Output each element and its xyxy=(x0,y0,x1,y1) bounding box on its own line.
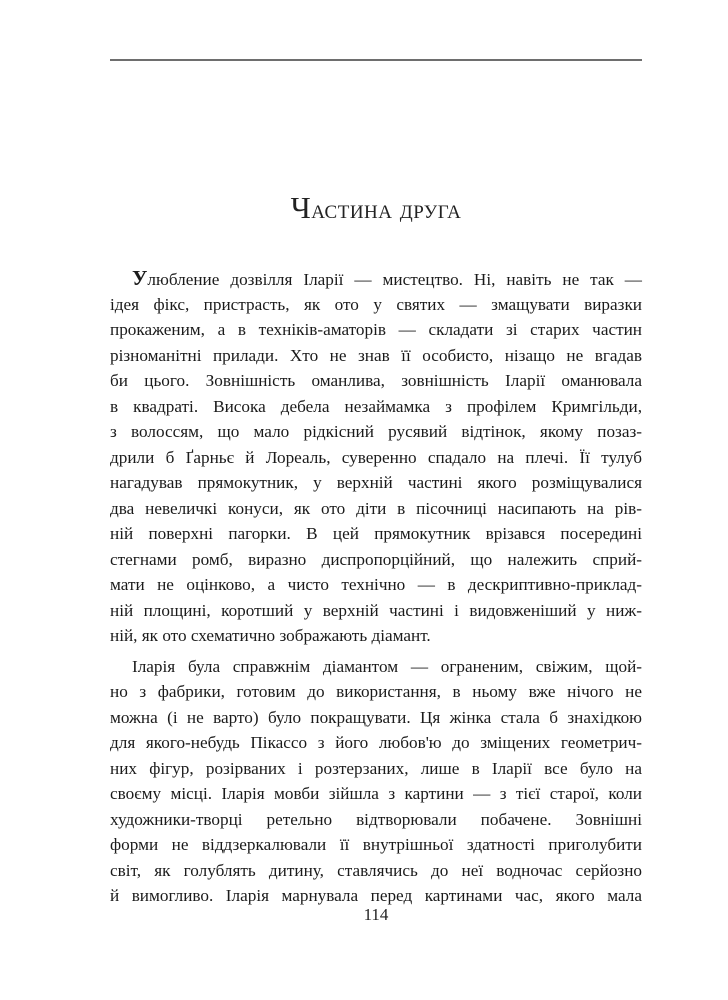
text-line: різноманітні прилади. Хто не знав її особисто, нізащо не вгадав xyxy=(110,345,642,365)
text-line: два невеличкі конуси, як ото діти в пісочниці насипають на рів- xyxy=(110,498,642,518)
text-line: них фігур, розірваних і розтерзаних, лише в Іларії все було на xyxy=(110,758,642,778)
text-line: прокаженим, а в техніків-аматорів — складати зі старих частин xyxy=(110,320,642,339)
text-line: ній площині, коротший у верхній частині і видовженіший у ниж- xyxy=(110,600,642,620)
chapter-title-text: астина друга xyxy=(311,194,462,224)
text-line: Улюбление дозвілля Іларії — мистецтво. Ні, навіть не так — xyxy=(132,266,642,290)
body-text xyxy=(110,266,642,909)
drop-cap: У xyxy=(132,266,148,290)
text-line: художники-творці ретельно відтворювали побачене. Зовнішні xyxy=(110,809,642,829)
text-line: ній поверхні пагорки. В цей прямокутник врізався посередині xyxy=(110,524,642,543)
text-line: своєму місці. Іларія мовби зійшла з картини — з тієї старої, коли xyxy=(110,784,642,803)
page-number: 114 xyxy=(363,905,389,924)
chapter-title-initial: Ч xyxy=(290,190,312,225)
text-line: ній, як ото схематично зображають діамант. xyxy=(110,626,431,645)
text-line: світ, як голублять дитину, ставлячись до неї водночас серйозно xyxy=(110,860,642,880)
text-line: би цього. Зовнішність оманлива, зовнішність Іларії оманювала xyxy=(110,371,642,390)
text-line: можна (і не варто) було покращувати. Ця жінка стала б знахідкою xyxy=(110,707,642,727)
text-line: мати не оцінково, а чисто технічно — в дескриптивно-приклад- xyxy=(110,575,642,594)
text-line: для якого-небудь Пікассо з його любов'ю до зміщених геометрич- xyxy=(110,733,642,752)
text-line: ідея фікс, пристрасть, як ото у святих — змащувати виразки xyxy=(110,294,642,314)
text-line: стегнами ромб, виразно диспропорційний, що належить сприй- xyxy=(110,549,642,569)
text-line: в квадраті. Висока дебела незаймамка з профілем Кримгільди, xyxy=(110,396,642,416)
text-line: нагадував прямокутник, у верхній частині якого розміщувалися xyxy=(110,473,642,492)
text-line: з волоссям, що мало рідкісний русявий відтінок, якому позаз- xyxy=(110,422,642,441)
text-line: дрили б Ґарньє й Лореаль, суверенно спадало на плечі. Її тулуб xyxy=(110,447,642,467)
chapter-title xyxy=(110,190,642,226)
text-line: но з фабрики, готовим до використання, в ньому вже нічого не xyxy=(110,682,642,701)
text-line: й вимогливо. Іларія марнувала перед картинами час, якого мала xyxy=(110,886,642,905)
top-rule xyxy=(110,59,642,61)
text-line: форми не віддзеркалювали її внутрішньої здатності приголубити xyxy=(110,835,642,854)
text-line: Іларія була справжнім діамантом — ограненим, свіжим, щой- xyxy=(132,656,642,676)
